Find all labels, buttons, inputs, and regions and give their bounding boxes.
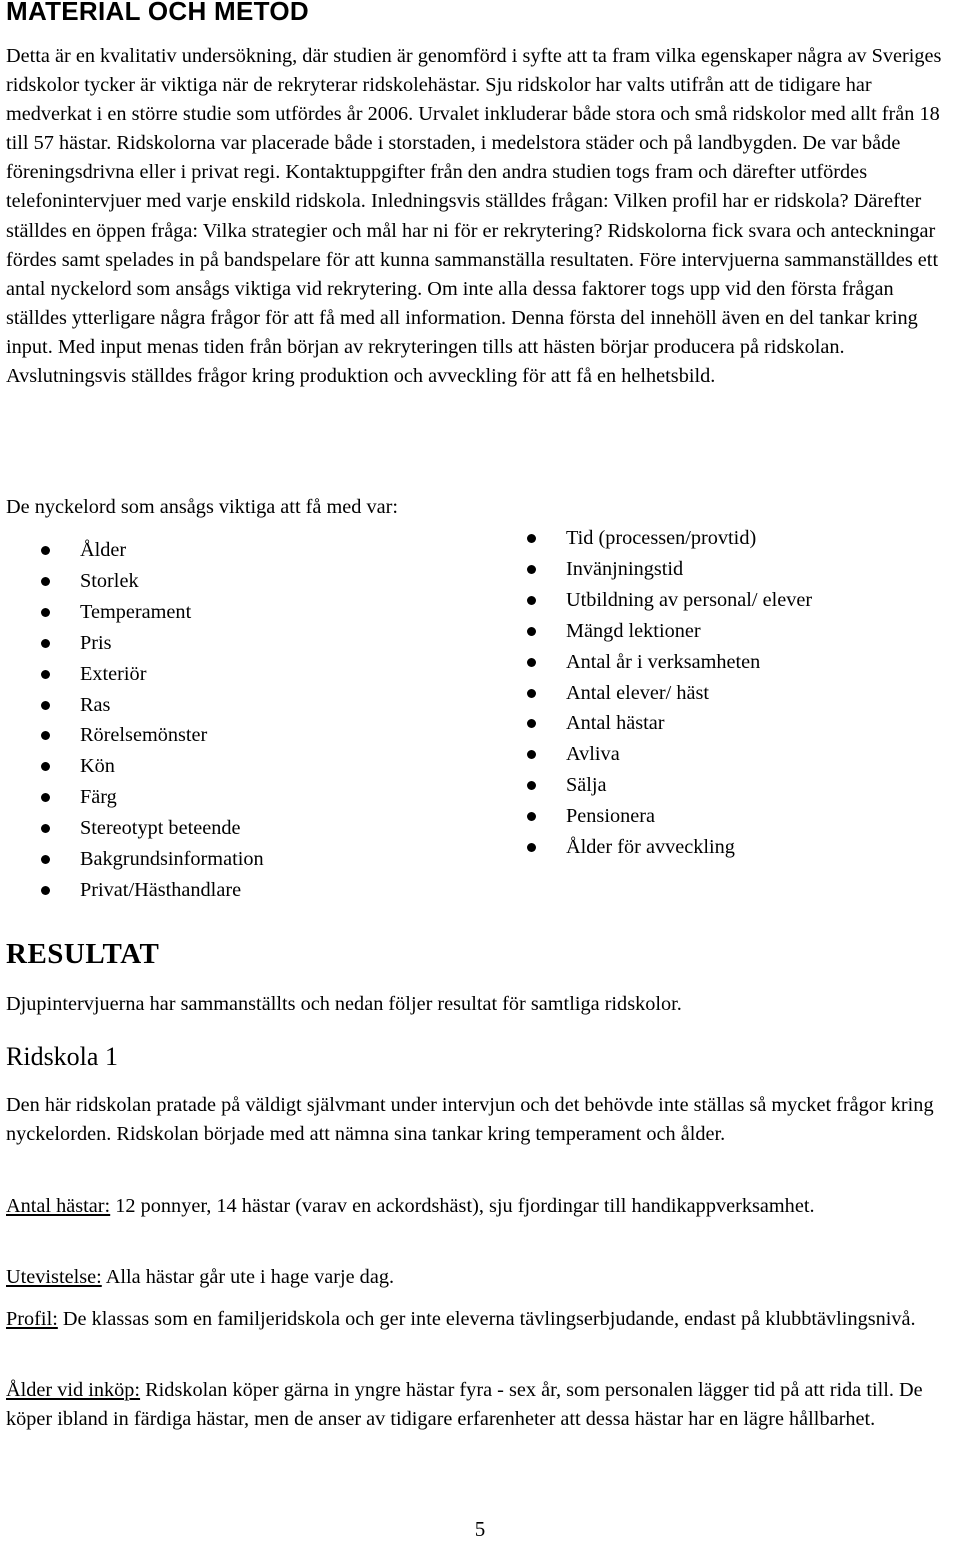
school-intro: Den här ridskolan pratade på väldigt självmant under intervjun och det behövde inte ställas så mycket frågor kring nyckelorden. Ridskolan började med att nämna sina tankar kring temperament och ålder. <box>6 1094 934 1146</box>
field-text: Alla hästar går ute i hage varje dag. <box>101 1266 395 1288</box>
bullet-icon <box>527 843 536 852</box>
keyword-item <box>80 875 264 906</box>
bullet-icon <box>527 534 536 543</box>
bullet-icon <box>527 812 536 821</box>
field-alder-vid-inkop <box>6 1376 954 1434</box>
bullet-icon <box>41 577 50 586</box>
keyword-item <box>80 844 264 875</box>
keyword-text: Färg <box>80 786 117 809</box>
bullet-icon <box>41 608 50 617</box>
keyword-text: Privat/Hästhandlare <box>80 878 242 901</box>
keyword-item <box>80 597 264 628</box>
keyword-item <box>566 647 812 678</box>
result-intro: Djupintervjuerna har sammanställts och nedan följer resultat för samtliga ridskolor. <box>6 993 682 1015</box>
keyword-item <box>80 535 264 566</box>
keyword-item <box>566 554 812 585</box>
field-profil <box>6 1305 954 1334</box>
field-text: De klassas som en familjeridskola och ger inte eleverna tävlingserbjudande, endast på klubbtävlingsnivå. <box>57 1308 916 1330</box>
keyword-item <box>566 832 812 863</box>
bullet-icon <box>41 701 50 710</box>
method-paragraph: Detta är en kvalitativ undersökning, där studien är genomförd i syfte att ta fram vilka egenskaper några av Sveriges ridskolor tycker är viktiga när de rekryterar ridskolehästar. Sju ridskolor har valts utifrån att de tidigare har medverkat i en större studie som utfördes år 2006. Urvalet inkluderar både stora och små ridskolor med allt från 18 till 57 hästar. Ridskolorna var placerade både i storstaden, i medelstora städer och på landbygden. De var både föreningsdrivna eller i privat regi. Kontaktuppgifter från den andra studien togs fram och därefter utfördes telefonintervjuer med varje enskild ridskola. Inledningsvis ställdes frågan: Vilken profil har er ridskola? Därefter ställdes en öppen fråga: Vilka strategier och mål har ni för er rekrytering? Ridskolorna fick svara och anteckningar fördes samt spelades in på bandspelare för att kunna sammanställa resultaten. Före intervjuerna sammanställdes ett antal nyckelord som ansågs viktiga vid rekrytering. Om inte alla dessa faktorer togs upp vid den första frågan ställdes ytterligare några frågor för att få med all information. Denna första del innehöll även en del tankar kring input. Med input menas tiden från början av rekryteringen tills att hästen börjar producera på ridskolan. Avslutningsvis ställdes frågor kring produktion och avveckling för att få en helhetsbild. <box>6 45 942 388</box>
bullet-icon <box>41 762 50 771</box>
bullet-icon <box>41 670 50 679</box>
bullet-icon <box>527 565 536 574</box>
bullet-icon <box>527 658 536 667</box>
keyword-item <box>80 782 264 813</box>
keyword-item <box>80 566 264 597</box>
bullet-icon <box>41 886 50 895</box>
keyword-text: Avliva <box>566 743 620 766</box>
page-number: 5 <box>474 1517 486 1541</box>
field-label: Profil: <box>6 1308 58 1330</box>
keyword-item <box>80 628 264 659</box>
keyword-item <box>566 523 812 554</box>
keyword-text: Storlek <box>80 569 139 592</box>
keyword-item <box>80 751 264 782</box>
field-text: Ridskolan köper gärna in yngre hästar fyra - sex år, som personalen lägger tid på att rida till. De köper ibland in färdiga hästar, men de anser av tidigare erfarenheter att dessa hästar har en lägre hållbarhet. <box>6 1379 923 1431</box>
keyword-text: Ålder <box>80 539 127 561</box>
keyword-text: Ålder för avveckling <box>566 836 735 859</box>
keyword-text: Antal år i verksamheten <box>566 650 761 673</box>
keyword-item <box>566 770 812 801</box>
keyword-text: Rörelsemönster <box>80 724 208 747</box>
keyword-text: Utbildning av personal/ elever <box>566 588 813 611</box>
keyword-text: Kön <box>80 755 115 778</box>
keyword-text: Pris <box>80 631 112 654</box>
keyword-text: Exteriör <box>80 662 147 685</box>
keyword-item <box>566 585 812 616</box>
keyword-text: Ras <box>80 693 111 716</box>
keyword-item <box>566 801 812 832</box>
bullet-icon <box>41 639 50 648</box>
bullet-icon <box>527 627 536 636</box>
keyword-text: Stereotypt beteende <box>80 817 241 840</box>
keyword-text: Bakgrundsinformation <box>80 848 264 871</box>
keyword-item <box>80 720 264 751</box>
bullet-icon <box>527 750 536 759</box>
keywords-intro: De nyckelord som ansågs viktiga att få med var: <box>6 496 398 518</box>
keyword-item <box>566 708 812 739</box>
keyword-item <box>566 678 812 709</box>
bullet-icon <box>527 781 536 790</box>
keyword-list-right <box>566 523 812 863</box>
field-utevistelse <box>6 1263 954 1292</box>
bullet-icon <box>527 689 536 698</box>
field-text: 12 ponnyer, 14 hästar (varav en ackordshäst), sju fjordingar till handikappverksamhet. <box>110 1195 815 1217</box>
keyword-text: Antal hästar <box>566 712 665 735</box>
section-heading-result: RESULTAT <box>6 938 160 970</box>
bullet-icon <box>527 596 536 605</box>
field-label: Utevistelse: <box>6 1266 102 1288</box>
keyword-text: Sälja <box>566 774 607 797</box>
bullet-icon <box>41 793 50 802</box>
keyword-text: Mängd lektioner <box>566 619 701 642</box>
field-antal-hastar <box>6 1192 954 1221</box>
bullet-icon <box>527 719 536 728</box>
section-heading-method: MATERIAL OCH METOD <box>6 0 309 26</box>
keyword-text: Invänjningstid <box>566 557 684 580</box>
keyword-text: Temperament <box>80 600 192 623</box>
bullet-icon <box>41 546 50 555</box>
keyword-text: Pensionera <box>566 805 655 828</box>
keyword-item <box>566 739 812 770</box>
keyword-item <box>566 616 812 647</box>
keyword-list-left <box>80 535 264 906</box>
keyword-item <box>80 690 264 721</box>
bullet-icon <box>41 731 50 740</box>
keyword-text: Tid (processen/provtid) <box>566 527 757 549</box>
keyword-text: Antal elever/ häst <box>566 681 710 704</box>
field-label: Ålder vid inköp: <box>6 1379 141 1401</box>
field-label: Antal hästar: <box>6 1195 111 1217</box>
bullet-icon <box>41 824 50 833</box>
keyword-item <box>80 659 264 690</box>
bullet-icon <box>41 855 50 864</box>
keyword-item <box>80 813 264 844</box>
school-heading: Ridskola 1 <box>6 1042 118 1071</box>
